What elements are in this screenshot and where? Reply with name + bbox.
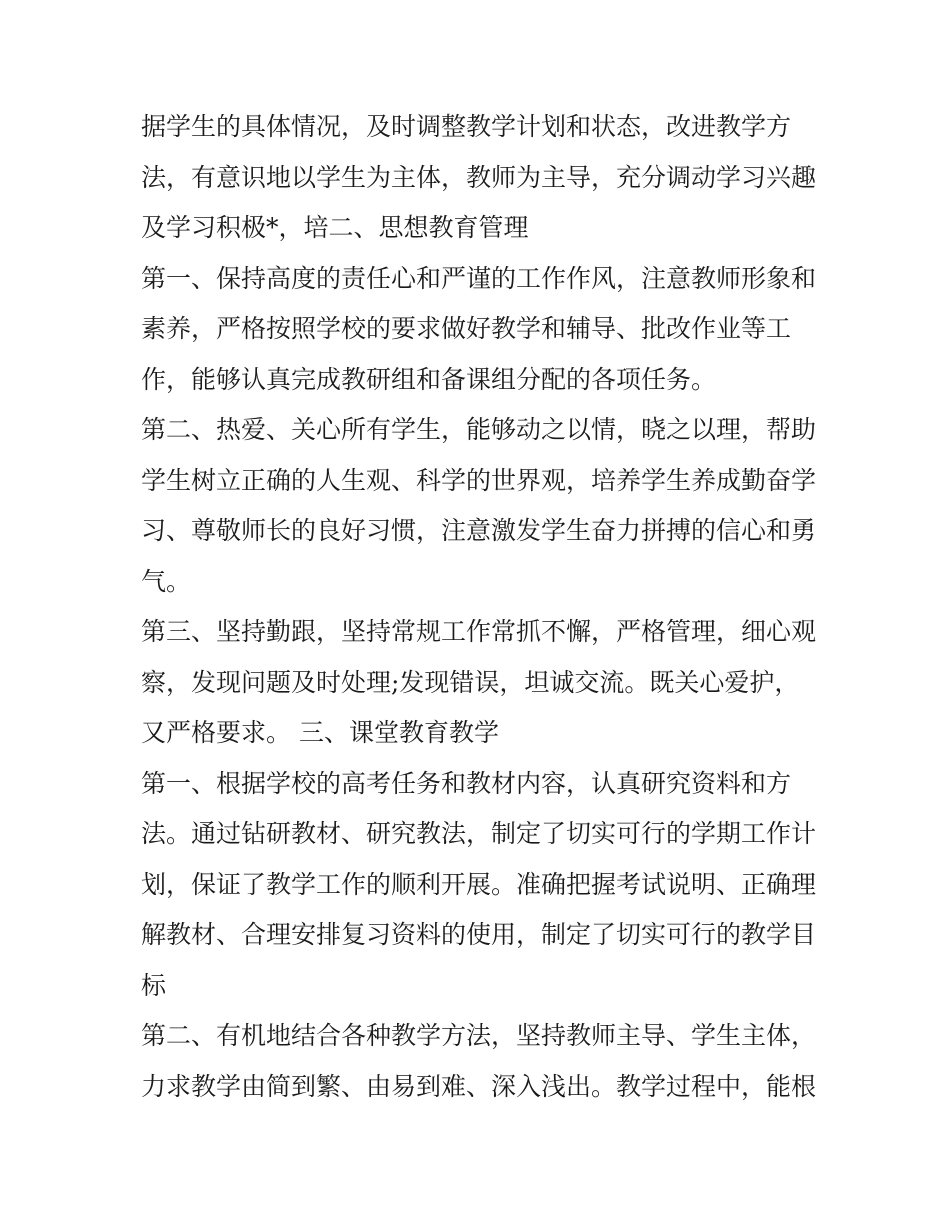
text-line: 标 bbox=[141, 970, 167, 1000]
text-line: 及学习积极*，培二、思想教育管理 bbox=[141, 213, 529, 242]
text-line: 第二、热爱、关心所有学生，能够动之以情，晓之以理，帮助 bbox=[141, 415, 817, 444]
text-line: 第一、保持高度的责任心和严谨的工作作风，注意教师形象和 bbox=[141, 263, 817, 293]
text-line: 气。 bbox=[141, 566, 192, 596]
text-line: 法，有意识地以学生为主体，教师为主导，充分调动学习兴趣 bbox=[141, 162, 817, 192]
text-line: 据学生的具体情况，及时调整教学计划和状态，改进教学方 bbox=[141, 112, 792, 141]
text-line: 力求教学由简到繁、由易到难、深入浅出。教学过程中，能根 bbox=[141, 1071, 817, 1101]
text-line: 第一、根据学校的高考任务和教材内容，认真研究资料和方 bbox=[141, 768, 792, 798]
text-line: 学生树立正确的人生观、科学的世界观，培养学生养成勤奋学 bbox=[141, 465, 817, 495]
text-line: 第三、坚持勤跟，坚持常规工作常抓不懈，严格管理，细心观 bbox=[141, 617, 817, 646]
text-line: 又严格要求。 三、课堂教育教学 bbox=[141, 718, 499, 747]
text-line: 习、尊敬师长的良好习惯，注意激发学生奋力拼搏的信心和勇 bbox=[141, 516, 817, 545]
text-line: 第二、有机地结合各种教学方法，坚持教师主导、学生主体， bbox=[141, 1021, 817, 1050]
text-line: 划，保证了教学工作的顺利开展。准确把握考试说明、正确理 bbox=[141, 869, 817, 899]
text-line: 解教材、合理安排复习资料的使用，制定了切实可行的教学目 bbox=[141, 920, 817, 949]
document-body bbox=[141, 102, 821, 1112]
text-line: 作，能够认真完成教研组和备课组分配的各项任务。 bbox=[141, 364, 717, 394]
text-line: 察，发现问题及时处理;发现错误，坦诚交流。既关心爱护， bbox=[141, 667, 800, 697]
text-line: 法。通过钻研教材、研究教法，制定了切实可行的学期工作计 bbox=[141, 819, 817, 848]
text-line: 素养，严格按照学校的要求做好教学和辅导、批改作业等工 bbox=[141, 314, 792, 343]
